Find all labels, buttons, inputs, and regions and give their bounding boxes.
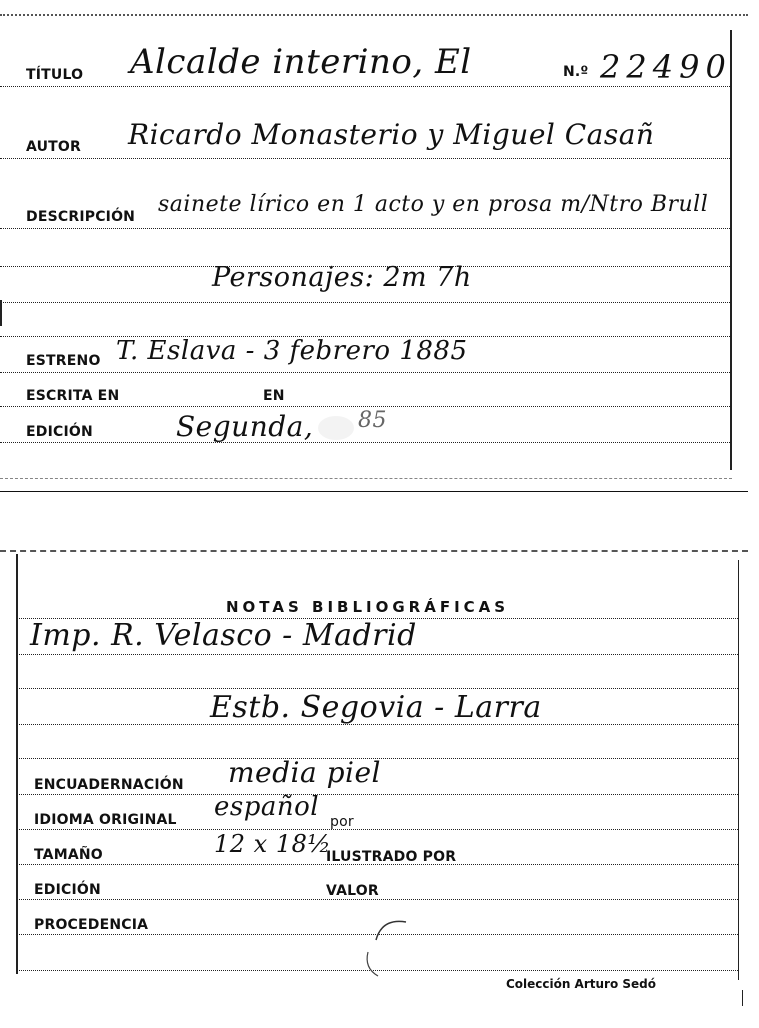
- card-top-edge: [0, 550, 748, 552]
- ruled-line: [0, 302, 732, 303]
- ruled-line: [0, 442, 732, 443]
- value-idioma: español: [214, 792, 320, 822]
- label-estreno: ESTRENO: [26, 353, 101, 369]
- ruled-line: [0, 228, 732, 229]
- label-edicion: EDICIÓN: [34, 882, 101, 898]
- card-left-tick: [0, 300, 2, 326]
- catalog-card-top: [0, 0, 748, 492]
- ruled-line: [0, 372, 732, 373]
- ruled-line: [16, 899, 738, 900]
- notes-title: NOTAS BIBLIOGRÁFICAS: [226, 598, 510, 616]
- label-edicion: EDICIÓN: [26, 424, 93, 440]
- ruled-line: [16, 794, 738, 795]
- ruled-line: [0, 158, 732, 159]
- value-edicion: Segunda,: [176, 410, 314, 443]
- label-titulo: TÍTULO: [26, 67, 84, 83]
- value-titulo: Alcalde interino, El: [130, 42, 472, 82]
- ruled-line: [0, 406, 732, 407]
- ruled-line: [16, 654, 738, 655]
- collection-footer: Colección Arturo Sedó: [505, 977, 656, 991]
- ruled-line: [16, 688, 738, 689]
- card-separator: [0, 491, 748, 492]
- value-encuadernacion: media piel: [228, 756, 381, 789]
- ruled-line: [16, 829, 738, 830]
- note-line: Estb. Segovia - Larra: [210, 690, 542, 725]
- value-numero: 22490: [600, 48, 732, 86]
- value-personajes: Personajes: 2m 7h: [212, 262, 472, 293]
- catalog-card-bottom: [0, 540, 748, 1000]
- value-tamano: 12 x 18½: [214, 830, 332, 858]
- label-escrita-en: ESCRITA EN: [26, 388, 120, 404]
- corner-tick: [742, 990, 743, 1006]
- value-autor: Ricardo Monasterio y Miguel Casañ: [128, 118, 655, 151]
- label-numero: N.º: [563, 64, 589, 80]
- label-procedencia: PROCEDENCIA: [34, 917, 149, 933]
- label-descripcion: DESCRIPCIÓN: [26, 209, 136, 225]
- label-valor: VALOR: [326, 883, 379, 899]
- label-por: por: [330, 814, 354, 830]
- ruled-line: [0, 478, 732, 479]
- label-autor: AUTOR: [26, 139, 82, 155]
- label-ilustrado: ILUSTRADO POR: [326, 849, 457, 865]
- value-estreno: T. Eslava - 3 febrero 1885: [116, 336, 468, 366]
- label-idioma: IDIOMA ORIGINAL: [34, 812, 177, 828]
- card-top-edge: [0, 14, 748, 16]
- label-en: EN: [263, 388, 285, 404]
- stray-mark-icon: [360, 910, 420, 980]
- label-tamano: TAMAÑO: [34, 847, 103, 863]
- card-left-edge: [16, 554, 18, 974]
- smudge: [318, 416, 354, 440]
- ruled-line: [0, 86, 732, 87]
- card-right-edge: [730, 30, 732, 470]
- card-right-edge: [738, 560, 739, 980]
- note-line: Imp. R. Velasco - Madrid: [30, 618, 417, 653]
- label-encuadernacion: ENCUADERNACIÓN: [34, 777, 184, 793]
- value-edicion-year: 85: [358, 408, 387, 433]
- value-descripcion: sainete lírico en 1 acto y en prosa m/Ntro Brull: [158, 192, 709, 217]
